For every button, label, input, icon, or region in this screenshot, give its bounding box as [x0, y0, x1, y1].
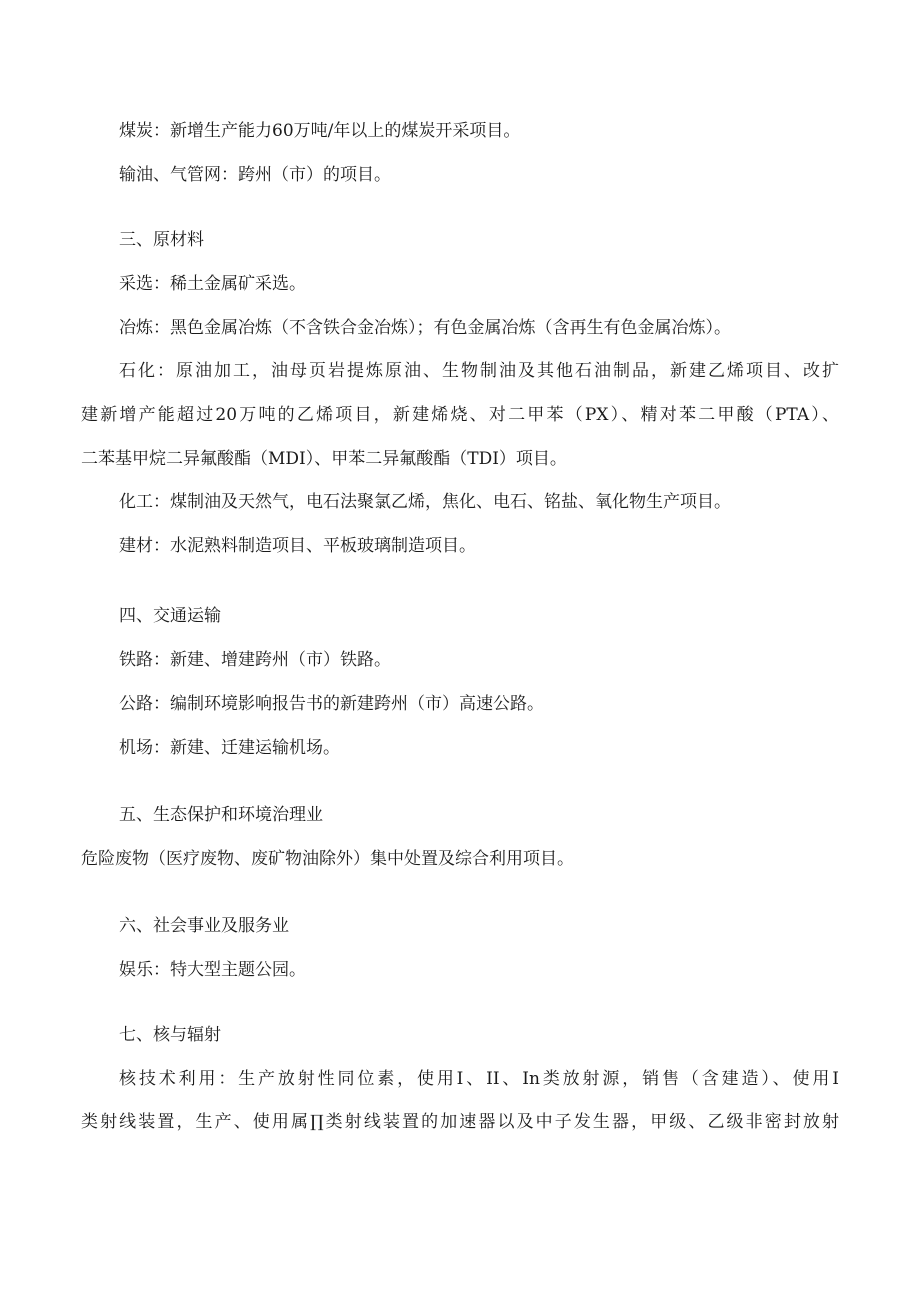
- paragraph-petrochemical-line-3: 二苯基甲烷二异氟酸酯（MDI）、甲苯二异氟酸酯（TDI）项目。: [81, 449, 567, 469]
- paragraph-airport: 机场：新建、迁建运输机场。: [119, 738, 340, 758]
- paragraph-highway: 公路：编制环境影响报告书的新建跨州（市）高速公路。: [119, 694, 544, 714]
- paragraph-smelting: 冶炼：黑色金属冶炼（不含铁合金冶炼）；有色金属冶炼（含再生有色金属冶炼）。: [119, 318, 731, 338]
- paragraph-pipeline: 输油、气管网：跨州（市）的项目。: [119, 165, 391, 185]
- paragraph-railway: 铁路：新建、增建跨州（市）铁路。: [119, 650, 391, 670]
- section-heading-social-services: 六、社会事业及服务业: [119, 916, 289, 936]
- paragraph-chemical: 化工：煤制油及天然气，电石法聚氯乙烯，焦化、电石、铭盐、氧化物生产项目。: [119, 492, 731, 512]
- paragraph-petrochemical-line-2: 建新增产能超过20万吨的乙烯项目，新建烯烧、对二甲苯（PX）、精对苯二甲酸（PTA）、: [81, 405, 839, 425]
- paragraph-entertainment: 娱乐：特大型主题公园。: [119, 960, 306, 980]
- section-heading-transport: 四、交通运输: [119, 606, 221, 626]
- section-heading-nuclear-radiation: 七、核与辐射: [119, 1025, 221, 1045]
- paragraph-mining: 采选：稀土金属矿采选。: [119, 274, 306, 294]
- paragraph-nuclear-line-1: 核技术利用：生产放射性同位素，使用I、II、In类放射源，销售（含建造）、使用I: [119, 1069, 839, 1089]
- paragraph-petrochemical-line-1: 石化：原油加工，油母页岩提炼原油、生物制油及其他石油制品，新建乙烯项目、改扩: [119, 361, 839, 381]
- paragraph-coal: 煤炭：新增生产能力60万吨/年以上的煤炭开采项目。: [119, 121, 521, 141]
- paragraph-hazardous-waste: 危险废物（医疗废物、废矿物油除外）集中处置及综合利用项目。: [81, 849, 574, 869]
- paragraph-building-materials: 建材：水泥熟料制造项目、平板玻璃制造项目。: [119, 536, 476, 556]
- paragraph-nuclear-line-2: 类射线装置，生产、使用属∏类射线装置的加速器以及中子发生器，甲级、乙级非密封放射: [81, 1112, 839, 1132]
- section-heading-raw-materials: 三、原材料: [119, 230, 204, 250]
- section-heading-ecology: 五、生态保护和环境治理业: [119, 805, 323, 825]
